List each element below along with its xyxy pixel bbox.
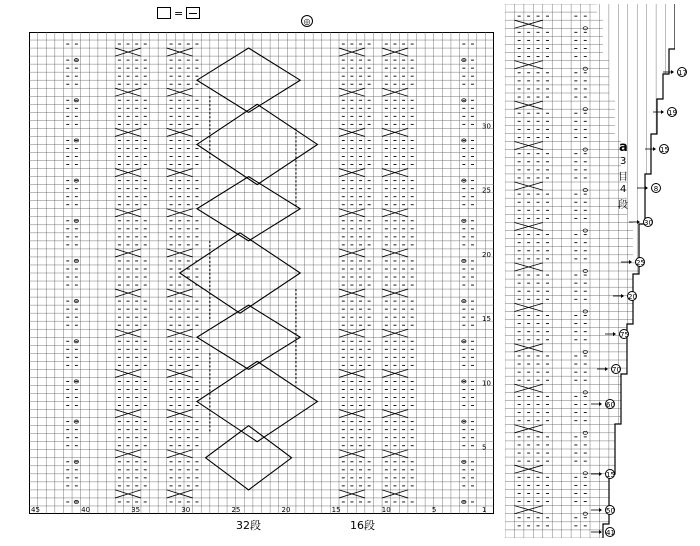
column-number-label: 40	[81, 506, 91, 514]
main-knitting-chart	[29, 32, 494, 514]
step-number-label: 30	[644, 219, 653, 227]
step-number-label: 70	[612, 366, 621, 374]
row-number-label: 30	[482, 122, 491, 131]
row-number-label: 25	[482, 186, 491, 195]
side-knitting-chart	[505, 4, 675, 538]
column-number-label: 30	[181, 506, 191, 514]
arrow-head-icon	[599, 530, 602, 534]
main-chart-grid	[29, 32, 494, 514]
column-number-label: 1	[482, 506, 487, 514]
equals-sign: =	[174, 6, 184, 20]
column-number-label: 5	[431, 506, 437, 514]
side-cable-symbols	[514, 20, 542, 514]
side-label-dan: 段	[618, 200, 628, 211]
step-number-label: 20	[628, 293, 637, 301]
side-label-a: a	[619, 140, 628, 155]
step-number-label: 41	[606, 529, 615, 537]
step-number-label: 8	[651, 183, 661, 193]
side-label-3: 3	[620, 156, 627, 167]
step-number-label: 25	[636, 259, 645, 267]
step-number-label: 17	[678, 69, 687, 77]
column-number-label: 15	[331, 506, 341, 514]
row-number-label: 5	[482, 443, 487, 452]
column-number-label: 10	[381, 506, 391, 514]
side-label-4: 4	[620, 184, 627, 195]
step-number-label: 50	[606, 507, 615, 515]
arrow-head-icon	[605, 367, 608, 371]
row-count-16-label: 16段	[350, 519, 375, 532]
step-number-label: 75	[620, 331, 629, 339]
arrow-head-icon	[621, 294, 624, 298]
row-number-label: 15	[482, 315, 491, 324]
row-number-label: 10	[482, 379, 491, 388]
column-number-label: 25	[231, 506, 241, 514]
column-number-label: 20	[281, 506, 291, 514]
arrow-head-icon	[599, 472, 602, 476]
center-marker: ◎	[301, 15, 313, 27]
knit-symbol-icon	[186, 7, 200, 19]
empty-square-icon	[157, 7, 171, 19]
arrow-head-icon	[613, 332, 616, 336]
arrow-head-icon	[629, 260, 632, 264]
step-number-label: 15	[606, 471, 615, 479]
step-number-label: 15	[660, 146, 669, 154]
symbol-legend	[157, 6, 200, 20]
row-count-32-label: 32段	[236, 519, 261, 532]
row-number-label: 20	[482, 250, 491, 259]
column-number-label: 45	[31, 506, 40, 514]
arrow-head-icon	[599, 402, 602, 406]
side-chart-grid	[505, 4, 675, 538]
side-label-me: 目	[618, 172, 628, 183]
step-number-label: 19	[668, 109, 677, 117]
step-number-label: 60	[606, 401, 615, 409]
column-number-label: 35	[131, 506, 141, 514]
arrow-head-icon	[599, 508, 602, 512]
